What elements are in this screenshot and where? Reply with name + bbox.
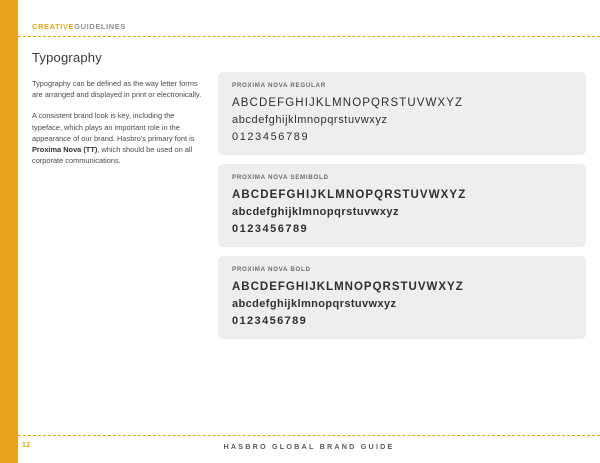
header-brand-secondary: GUIDELINES [74,22,127,31]
type-specimen-list [218,72,586,348]
specimen-label: PROXIMA NOVA BOLD [232,266,311,273]
footer-title: HASBRO GLOBAL BRAND GUIDE [223,442,395,451]
body-paragraph-2 [32,110,204,166]
footer [18,441,600,455]
body-paragraph-1: Typography can be defined as the way letter forms are arranged and displayed in print or electronically. [32,79,202,100]
specimen-lowercase: abcdefghijklmnopqrstuvwxyz [232,114,388,126]
header-brand [32,22,126,31]
specimen-numerals: 0123456789 [232,315,308,327]
body-paragraph-2-part-2: , which should be used on all corporate communications. [32,145,193,166]
page-number: 12 [22,442,31,449]
primary-font-name: Proxima Nova (TT) [32,145,98,155]
specimen-label: PROXIMA NOVA REGULAR [232,82,326,89]
specimen-uppercase: ABCDEFGHIJKLMNOPQRSTUVWXYZ [232,281,464,293]
specimen-label: PROXIMA NOVA SEMIBOLD [232,174,329,181]
specimen-card-semibold [218,164,586,247]
document-page [18,0,600,463]
specimen-numerals: 0123456789 [232,131,310,143]
header-brand-primary: CREATIVE [32,22,75,31]
specimen-lowercase: abcdefghijklmnopqrstuvwxyz [232,298,397,310]
specimen-numerals: 0123456789 [232,223,309,235]
header-divider [18,36,600,37]
footer-divider [18,435,600,436]
body-paragraph-2-part-1: A consistent brand look is key, including the typeface, which plays an important role in the appearance of our brand. Hasbro's primary font is [32,111,195,143]
specimen-uppercase: ABCDEFGHIJKLMNOPQRSTUVWXYZ [232,189,467,201]
specimen-uppercase: ABCDEFGHIJKLMNOPQRSTUVWXYZ [232,97,464,109]
specimen-card-regular [218,72,586,155]
specimen-card-bold [218,256,586,339]
left-accent-bar [0,0,18,463]
body-copy [32,78,204,176]
specimen-lowercase: abcdefghijklmnopqrstuvwxyz [232,206,400,218]
page-title: Typography [32,50,102,65]
